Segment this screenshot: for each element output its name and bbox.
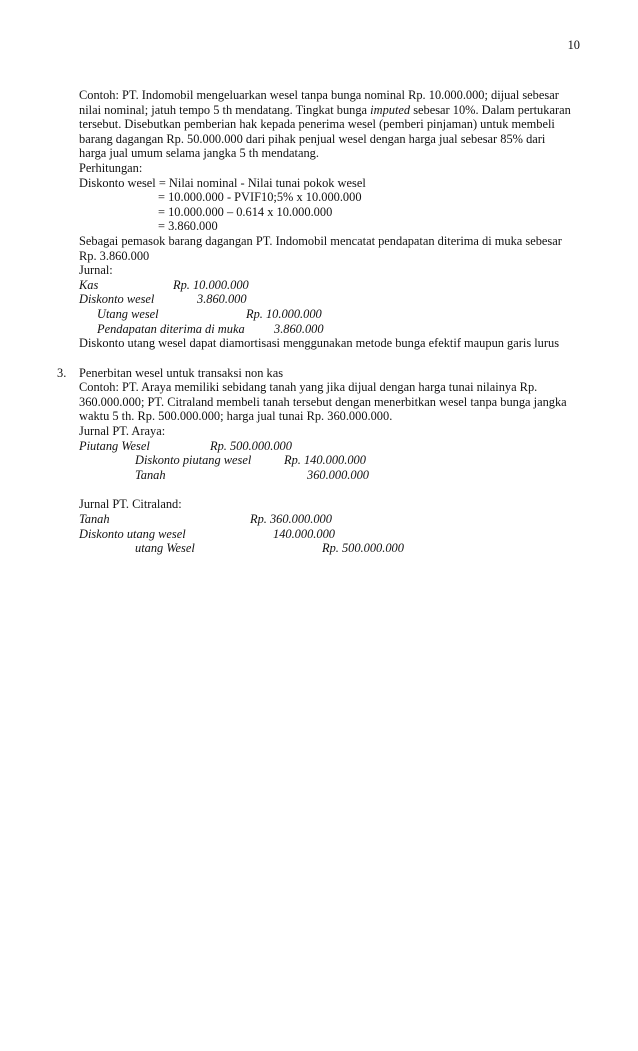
journal-row-pendapatan — [79, 322, 584, 337]
page-number: 10 — [567, 38, 580, 52]
document-body — [57, 88, 584, 556]
amortisasi-line: Diskonto utang wesel dapat diamortisasi menggunakan metode bunga efektif maupun garis lurus — [79, 336, 560, 351]
journal-row-tanah — [79, 512, 584, 527]
credit-amount: 3.860.000 — [274, 321, 324, 336]
pemasok-line-1: Sebagai pemasok barang dagangan PT. Indomobil mencatat pendapatan diterima di muka sebesar — [79, 233, 562, 248]
account-name: Diskonto wesel — [79, 292, 155, 307]
debit-amount: Rp. 360.000.000 — [250, 512, 332, 527]
account-name: Pendapatan diterima di muka — [97, 321, 245, 336]
perhitungan-label: Perhitungan: — [79, 160, 143, 175]
debit-amount: Rp. 500.000.000 — [210, 438, 292, 453]
account-name: Piutang Wesel — [79, 438, 150, 453]
debit-amount: Rp. 10.000.000 — [173, 277, 249, 292]
credit-amount: Rp. 10.000.000 — [246, 306, 322, 321]
account-name: Tanah — [79, 512, 110, 527]
account-name: Tanah — [135, 467, 166, 482]
journal-row-diskonto-wesel — [79, 292, 584, 307]
account-name: utang Wesel — [135, 541, 195, 556]
spacer — [79, 482, 584, 497]
perhitungan-line-2: = 10.000.000 - PVIF10;5% x 10.000.000 — [158, 190, 362, 205]
section-number: 3. — [57, 365, 67, 380]
perhitungan-line-3: = 10.000.000 – 0.614 x 10.000.000 — [158, 204, 333, 219]
example-line-5: harga jual umum selama jangka 5 th mendatang. — [79, 146, 319, 161]
example-line-3: tersebut. Disebutkan pemberian hak kepada penerima wesel (pemberi pinjaman) untuk membeli — [79, 117, 555, 132]
journal-row-diskonto-utang — [79, 527, 584, 542]
credit-amount: 360.000.000 — [307, 467, 369, 482]
perhitungan-line-1: Diskonto wesel = Nilai nominal - Nilai tunai pokok wesel — [79, 175, 366, 190]
journal-row-kas — [79, 278, 584, 293]
account-name: Utang wesel — [97, 306, 159, 321]
example-line-4: barang dagangan Rp. 50.000.000 dari pihak penjual wesel dengan harga jual sebesar 85% dari — [79, 131, 546, 146]
pemasok-line-2: Rp. 3.860.000 — [79, 248, 150, 263]
account-name: Kas — [79, 277, 99, 292]
journal-row-utang-wesel — [79, 307, 584, 322]
journal-row-tanah — [79, 468, 584, 483]
example-line-2 — [79, 103, 584, 118]
example-line-2-start: nilai nominal; jatuh tempo 5 th mendatang. Tingkat bunga — [79, 102, 368, 117]
spacer — [79, 351, 584, 366]
example-line-2-end: sebesar 10%. Dalam pertukaran — [413, 102, 571, 117]
section-3 — [57, 365, 584, 556]
perhitungan-line-4: = 3.860.000 — [158, 219, 218, 234]
journal-row-utang-wesel — [79, 541, 584, 556]
section-title: Penerbitan wesel untuk transaksi non kas — [79, 365, 284, 380]
example-line-1: Contoh: PT. Indomobil mengeluarkan wesel tanpa bunga nominal Rp. 10.000.000; dijual sebesar — [79, 88, 559, 102]
section-line-3: waktu 5 th. Rp. 500.000.000; harga jual tunai Rp. 360.000.000. — [79, 409, 393, 424]
credit-amount: Rp. 140.000.000 — [284, 453, 366, 468]
section-line-2: 360.000.000; PT. Citraland membeli tanah tersebut dengan menerbitkan wesel tanpa bunga jangka — [79, 394, 567, 409]
jurnal-araya-label: Jurnal PT. Araya: — [79, 424, 166, 439]
jurnal-label: Jurnal: — [79, 263, 113, 278]
account-name: Diskonto utang wesel — [79, 526, 186, 541]
debit-amount: 3.860.000 — [197, 292, 247, 307]
journal-row-diskonto-piutang — [79, 453, 584, 468]
debit-amount: 140.000.000 — [273, 526, 335, 541]
imputed-term: imputed — [370, 102, 411, 117]
account-name: Diskonto piutang wesel — [135, 453, 252, 468]
section-line-1: Contoh: PT. Araya memiliki sebidang tanah yang jika dijual dengan harga tunai nilainya Rp. — [79, 380, 538, 395]
journal-row-piutang-wesel — [79, 439, 584, 454]
jurnal-citraland-label: Jurnal PT. Citraland: — [79, 497, 182, 512]
credit-amount: Rp. 500.000.000 — [322, 541, 404, 556]
